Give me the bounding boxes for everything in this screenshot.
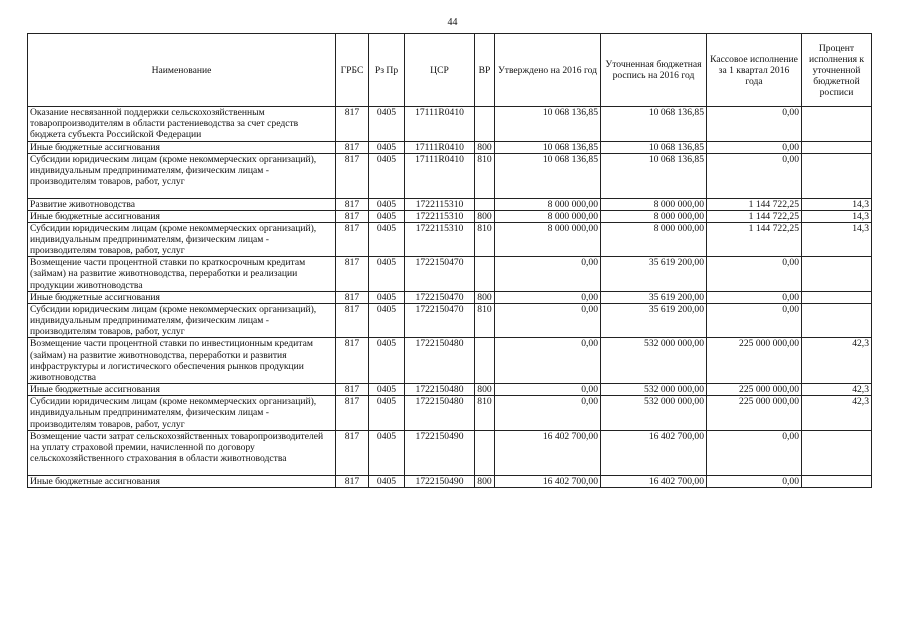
header-name: Наименование (28, 34, 336, 107)
table-row (28, 396, 872, 431)
row-vr: 800 (475, 210, 495, 222)
row-rzpr: 0405 (369, 430, 405, 475)
table-row (28, 153, 872, 198)
row-refined: 532 000 000,00 (601, 384, 707, 396)
row-name: Развитие животноводства (28, 198, 336, 210)
row-grbs: 817 (336, 198, 369, 210)
table-row (28, 198, 872, 210)
row-approved: 8 000 000,00 (495, 210, 601, 222)
row-vr: 810 (475, 396, 495, 431)
row-csr: 1722150480 (405, 338, 475, 384)
row-grbs: 817 (336, 430, 369, 475)
table-row (28, 338, 872, 384)
row-csr: 1722150480 (405, 384, 475, 396)
row-grbs: 817 (336, 141, 369, 153)
row-csr: 17111R0410 (405, 153, 475, 198)
row-approved: 0,00 (495, 384, 601, 396)
row-vr (475, 338, 495, 384)
row-csr: 1722150490 (405, 475, 475, 487)
row-csr: 1722150480 (405, 396, 475, 431)
row-csr: 1722115310 (405, 198, 475, 210)
row-approved: 8 000 000,00 (495, 198, 601, 210)
table-row (28, 107, 872, 142)
row-rzpr: 0405 (369, 141, 405, 153)
row-name: Субсидии юридическим лицам (кроме некоммерческих организаций), индивидуальным предпринимателям, физическим лицам - производителям товаров, работ, услуг (28, 303, 336, 338)
row-percent: 14,3 (802, 222, 872, 257)
row-cash: 225 000 000,00 (707, 338, 802, 384)
row-cash: 0,00 (707, 430, 802, 475)
row-grbs: 817 (336, 107, 369, 142)
table-row (28, 303, 872, 338)
header-rzpr: Рз Пр (369, 34, 405, 107)
row-cash: 225 000 000,00 (707, 384, 802, 396)
row-cash: 0,00 (707, 153, 802, 198)
row-name: Субсидии юридическим лицам (кроме некоммерческих организаций), индивидуальным предпринимателям, физическим лицам - производителям товаров, работ, услуг (28, 222, 336, 257)
row-vr: 810 (475, 303, 495, 338)
row-percent (802, 291, 872, 303)
header-grbs: ГРБС (336, 34, 369, 107)
row-name: Иные бюджетные ассигнования (28, 291, 336, 303)
row-grbs: 817 (336, 153, 369, 198)
table-row (28, 222, 872, 257)
row-rzpr: 0405 (369, 222, 405, 257)
row-grbs: 817 (336, 291, 369, 303)
row-csr: 1722150490 (405, 430, 475, 475)
row-name: Иные бюджетные ассигнования (28, 475, 336, 487)
row-percent: 42,3 (802, 338, 872, 384)
row-grbs: 817 (336, 210, 369, 222)
row-vr: 800 (475, 291, 495, 303)
row-percent: 42,3 (802, 384, 872, 396)
header-percent: Процент исполнения к уточненной бюджетной росписи (802, 34, 872, 107)
row-refined: 10 068 136,85 (601, 153, 707, 198)
row-vr (475, 107, 495, 142)
row-refined: 10 068 136,85 (601, 141, 707, 153)
row-refined: 10 068 136,85 (601, 107, 707, 142)
row-refined: 35 619 200,00 (601, 257, 707, 292)
row-percent (802, 257, 872, 292)
row-percent: 14,3 (802, 198, 872, 210)
row-cash: 0,00 (707, 291, 802, 303)
row-percent (802, 303, 872, 338)
row-refined: 16 402 700,00 (601, 430, 707, 475)
row-vr (475, 257, 495, 292)
row-grbs: 817 (336, 384, 369, 396)
row-approved: 0,00 (495, 396, 601, 431)
row-rzpr: 0405 (369, 107, 405, 142)
header-approved: Утверждено на 2016 год (495, 34, 601, 107)
table-header-row (28, 34, 872, 107)
row-percent (802, 475, 872, 487)
row-name: Оказание несвязанной поддержки сельскохозяйственным товаропроизводителям в области растениеводства за счет средств бюджета субъекта Российской Федерации (28, 107, 336, 142)
row-name: Возмещение части затрат сельскохозяйственных товаропроизводителей на уплату страховой премии, начисленной по договору сельскохозяйственного страхования в области животноводства (28, 430, 336, 475)
row-approved: 0,00 (495, 291, 601, 303)
row-rzpr: 0405 (369, 338, 405, 384)
row-cash: 0,00 (707, 107, 802, 142)
row-refined: 35 619 200,00 (601, 291, 707, 303)
row-grbs: 817 (336, 338, 369, 384)
row-csr: 17111R0410 (405, 141, 475, 153)
page-number: 44 (447, 17, 458, 28)
row-rzpr: 0405 (369, 384, 405, 396)
row-csr: 17111R0410 (405, 107, 475, 142)
row-rzpr: 0405 (369, 153, 405, 198)
row-vr: 800 (475, 384, 495, 396)
row-rzpr: 0405 (369, 303, 405, 338)
row-csr: 1722115310 (405, 210, 475, 222)
row-csr: 1722115310 (405, 222, 475, 257)
row-refined: 532 000 000,00 (601, 396, 707, 431)
header-csr: ЦСР (405, 34, 475, 107)
row-grbs: 817 (336, 475, 369, 487)
row-percent (802, 430, 872, 475)
row-cash: 0,00 (707, 303, 802, 338)
row-percent (802, 141, 872, 153)
row-name: Возмещение части процентной ставки по краткосрочным кредитам (займам) на развитие животноводства, переработки и реализации продукции животноводства (28, 257, 336, 292)
row-grbs: 817 (336, 303, 369, 338)
header-refined: Уточненная бюджетная роспись на 2016 год (601, 34, 707, 107)
row-name: Субсидии юридическим лицам (кроме некоммерческих организаций), индивидуальным предпринимателям, физическим лицам - производителям товаров, работ, услуг (28, 396, 336, 431)
row-rzpr: 0405 (369, 291, 405, 303)
table-row (28, 430, 872, 475)
table-row (28, 210, 872, 222)
row-vr: 800 (475, 475, 495, 487)
row-name: Иные бюджетные ассигнования (28, 141, 336, 153)
row-name: Иные бюджетные ассигнования (28, 210, 336, 222)
row-approved: 0,00 (495, 303, 601, 338)
table-row (28, 384, 872, 396)
row-name: Субсидии юридическим лицам (кроме некоммерческих организаций), индивидуальным предпринимателям, физическим лицам - производителям товаров, работ, услуг (28, 153, 336, 198)
row-vr: 800 (475, 141, 495, 153)
header-vr: ВР (475, 34, 495, 107)
budget-table (27, 33, 872, 488)
table-row (28, 291, 872, 303)
row-approved: 0,00 (495, 338, 601, 384)
row-cash: 0,00 (707, 141, 802, 153)
row-name: Возмещение части процентной ставки по инвестиционным кредитам (займам) на развитие животноводства, переработки и развития инфраструктуры и логистического обеспечения рынков продукции животноводства (28, 338, 336, 384)
row-refined: 8 000 000,00 (601, 222, 707, 257)
row-approved: 10 068 136,85 (495, 107, 601, 142)
row-grbs: 817 (336, 396, 369, 431)
table-row (28, 141, 872, 153)
table-row (28, 475, 872, 487)
row-cash: 0,00 (707, 257, 802, 292)
row-csr: 1722150470 (405, 291, 475, 303)
row-refined: 8 000 000,00 (601, 198, 707, 210)
row-rzpr: 0405 (369, 475, 405, 487)
row-rzpr: 0405 (369, 257, 405, 292)
table-row (28, 257, 872, 292)
row-cash: 1 144 722,25 (707, 222, 802, 257)
row-rzpr: 0405 (369, 210, 405, 222)
row-vr: 810 (475, 153, 495, 198)
row-cash: 225 000 000,00 (707, 396, 802, 431)
row-csr: 1722150470 (405, 257, 475, 292)
row-grbs: 817 (336, 257, 369, 292)
row-approved: 10 068 136,85 (495, 141, 601, 153)
row-name: Иные бюджетные ассигнования (28, 384, 336, 396)
row-approved: 16 402 700,00 (495, 475, 601, 487)
row-percent (802, 107, 872, 142)
row-refined: 35 619 200,00 (601, 303, 707, 338)
header-cash: Кассовое исполнение за 1 квартал 2016 года (707, 34, 802, 107)
row-approved: 8 000 000,00 (495, 222, 601, 257)
row-rzpr: 0405 (369, 396, 405, 431)
row-vr (475, 430, 495, 475)
row-grbs: 817 (336, 222, 369, 257)
row-vr (475, 198, 495, 210)
row-cash: 0,00 (707, 475, 802, 487)
row-percent: 42,3 (802, 396, 872, 431)
row-refined: 532 000 000,00 (601, 338, 707, 384)
row-rzpr: 0405 (369, 198, 405, 210)
row-approved: 16 402 700,00 (495, 430, 601, 475)
row-vr: 810 (475, 222, 495, 257)
row-csr: 1722150470 (405, 303, 475, 338)
row-percent: 14,3 (802, 210, 872, 222)
row-approved: 0,00 (495, 257, 601, 292)
row-approved: 10 068 136,85 (495, 153, 601, 198)
row-percent (802, 153, 872, 198)
row-cash: 1 144 722,25 (707, 198, 802, 210)
row-refined: 16 402 700,00 (601, 475, 707, 487)
row-refined: 8 000 000,00 (601, 210, 707, 222)
row-cash: 1 144 722,25 (707, 210, 802, 222)
